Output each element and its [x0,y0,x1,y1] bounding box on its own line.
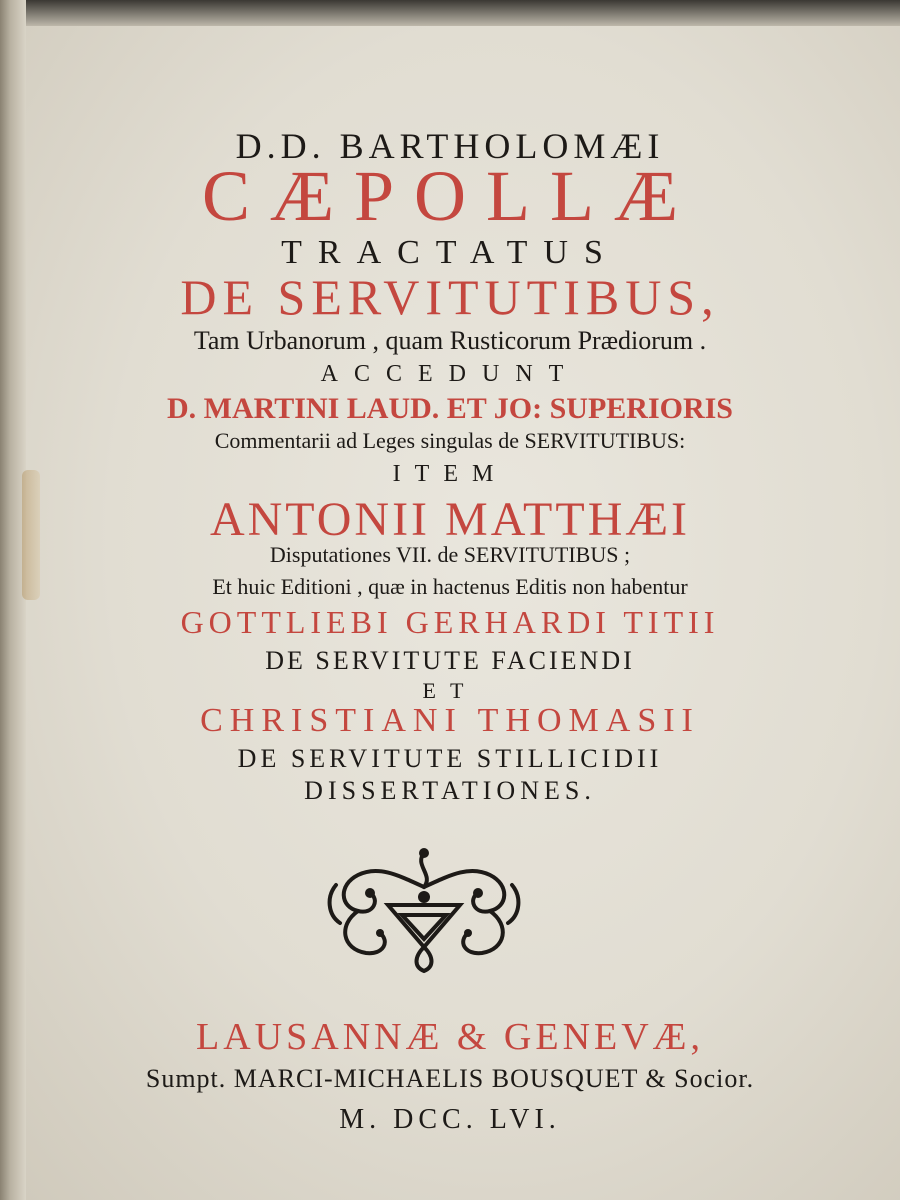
thomasii-line: CHRISTIANI THOMASII [200,702,700,739]
editioni-line: Et huic Editioni , quæ in hactenus Editis non habentur [212,574,688,599]
disputationes-line: Disputationes VII. de SERVITUTIBUS ; [269,542,631,567]
tractatus-line: TRACTATUS [281,234,619,271]
author-surname: CÆPOLLÆ [201,156,699,236]
faciendi-line: DE SERVITUTE FACIENDI [265,646,635,675]
commentarii-line: Commentarii ad Leges singulas de SERVITUTIBUS: [214,428,686,453]
matthaei-line: ANTONII MATTHÆI [209,493,691,546]
martini-line: D. MARTINI LAUD. ET JO: SUPERIORIS [167,392,733,425]
main-title: DE SERVITUTIBUS, [180,269,720,325]
stillicidii-line: DE SERVITUTE STILLICIDII [237,744,663,773]
imprint-date: M. DCC. LVI. [339,1104,561,1135]
dissertationes-line: DISSERTATIONES. [304,776,596,805]
imprint-printer: Sumpt. MARCI-MICHAELIS BOUSQUET & Socior. [145,1064,755,1093]
titii-line: GOTTLIEBI GERHARDI TITII [180,604,720,640]
author-line: D.D. BARTHOLOMÆI [235,126,665,166]
page-top-shadow [0,0,900,26]
subtitle: Tam Urbanorum , quam Rusticorum Prædiorum . [193,326,707,355]
imprint-place: LAUSANNÆ & GENEVÆ, [196,1016,704,1058]
et-line: ET [422,678,478,703]
accedunt-line: ACCEDUNT [320,361,580,387]
fleuron-ornament-icon [318,845,530,975]
item-line: ITEM [392,461,508,487]
